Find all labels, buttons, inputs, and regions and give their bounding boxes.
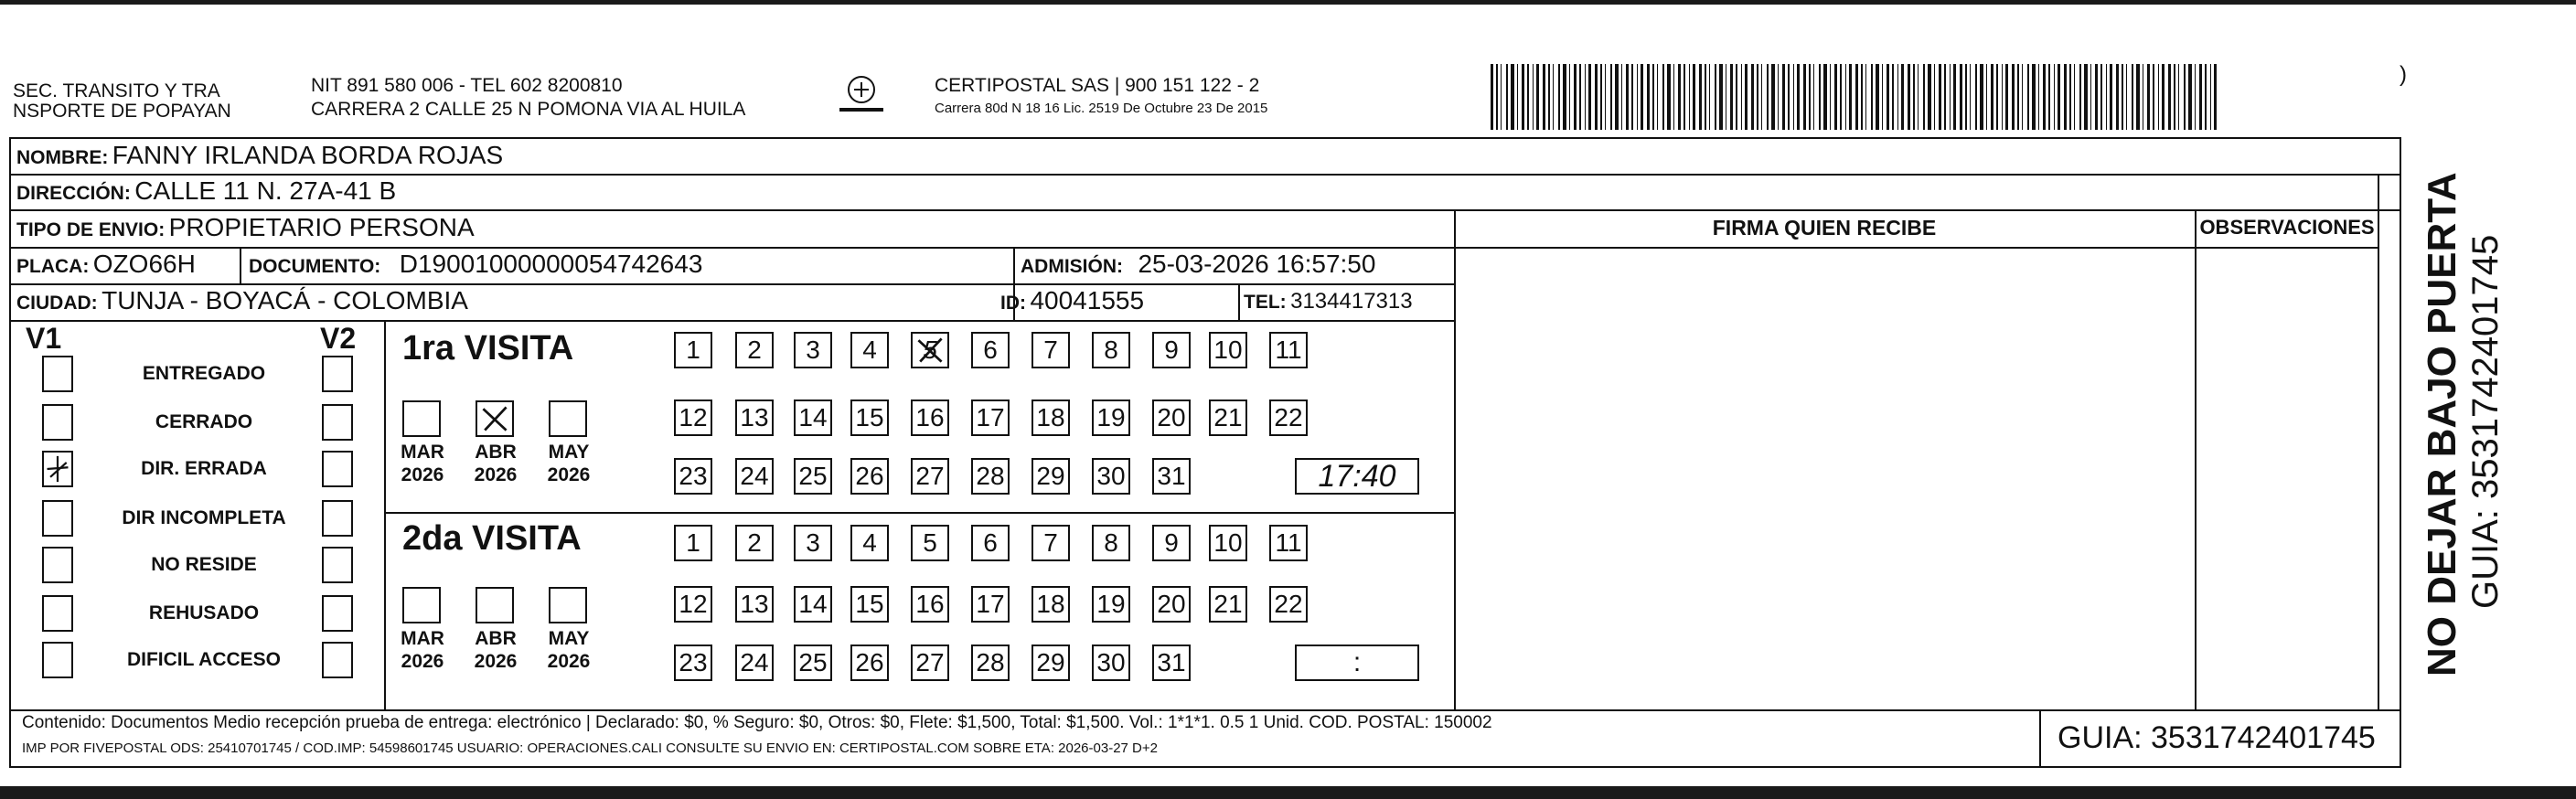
- month-checkbox[interactable]: [476, 400, 514, 437]
- day-box[interactable]: 27: [911, 458, 949, 495]
- month-label: MAR 2026: [401, 628, 444, 672]
- ciudad-row: [16, 286, 468, 315]
- placa-label: PLACA:: [16, 256, 90, 277]
- day-box[interactable]: 8: [1092, 525, 1130, 561]
- rule: [9, 283, 1454, 285]
- day-box[interactable]: 25: [794, 458, 832, 495]
- status-reason: DIR INCOMPLETA: [122, 507, 286, 528]
- month-checkbox[interactable]: [476, 587, 514, 623]
- v1-checkbox[interactable]: [42, 547, 73, 583]
- day-box[interactable]: 17: [971, 400, 1010, 436]
- id-label: ID:: [1000, 293, 1026, 314]
- day-box[interactable]: 29: [1031, 458, 1070, 495]
- rule: [2039, 709, 2041, 768]
- month-label: ABR 2026: [474, 628, 518, 672]
- direccion-value: CALLE 11 N. 27A-41 B: [134, 176, 397, 205]
- side-notice: NO DEJAR BAJO PUERTA: [2420, 172, 2464, 676]
- day-box[interactable]: 23: [674, 645, 712, 681]
- day-box[interactable]: 18: [1031, 400, 1070, 436]
- tipo-row: [16, 213, 475, 242]
- admision-value: 25-03-2026 16:57:50: [1138, 250, 1376, 278]
- day-box[interactable]: 30: [1092, 645, 1130, 681]
- v2-header: V2: [320, 322, 357, 355]
- day-box[interactable]: 20: [1152, 400, 1191, 436]
- rule: [9, 320, 1454, 322]
- day-box[interactable]: 26: [850, 458, 889, 495]
- day-box[interactable]: 4: [850, 525, 889, 561]
- v2-checkbox[interactable]: [322, 404, 353, 441]
- documento-row: [249, 250, 702, 279]
- day-box[interactable]: 15: [850, 586, 889, 623]
- day-box[interactable]: 23: [674, 458, 712, 495]
- month-label: MAY 2026: [547, 442, 591, 485]
- day-box[interactable]: 26: [850, 645, 889, 681]
- direccion-label: DIRECCIÓN:: [16, 183, 131, 204]
- side-guia: GUIA: 3531742401745: [2465, 234, 2506, 609]
- day-box[interactable]: 9: [1152, 332, 1191, 368]
- courier-logo-icon: [834, 73, 889, 119]
- day-box[interactable]: 13: [735, 400, 774, 436]
- documento-label: DOCUMENTO:: [249, 256, 381, 277]
- day-box[interactable]: 1: [674, 332, 712, 368]
- ciudad-label: CIUDAD:: [16, 293, 98, 314]
- day-box[interactable]: 16: [911, 586, 949, 623]
- direccion-row: [16, 176, 396, 206]
- nit-line: NIT 891 580 006 - TEL 602 8200810: [311, 75, 623, 96]
- day-box[interactable]: 19: [1092, 400, 1130, 436]
- day-box[interactable]: 10: [1209, 332, 1247, 368]
- rule: [9, 174, 2401, 176]
- visit-time-box[interactable]: 17:40: [1295, 458, 1419, 495]
- footer-guia: GUIA: 3531742401745: [2058, 720, 2376, 755]
- day-box[interactable]: 25: [794, 645, 832, 681]
- barcode: [1491, 64, 2222, 130]
- month-checkbox[interactable]: [402, 400, 441, 437]
- nombre-label: NOMBRE:: [16, 147, 109, 168]
- visit-time-box[interactable]: :: [1295, 645, 1419, 681]
- footer-print-line: IMP POR FIVEPOSTAL ODS: 25410701745 / COD.IMP: 54598601745 USUARIO: OPERACIONES.CALI CONSULTE SU ENVIO EN: CERTIPOSTAL.COM SOBRE ETA: 2026-03-27 D+2: [22, 740, 1158, 756]
- tel-row: [1244, 289, 1413, 314]
- day-box[interactable]: 22: [1269, 400, 1308, 436]
- status-reason: CERRADO: [155, 411, 253, 432]
- day-box[interactable]: 22: [1269, 586, 1308, 623]
- day-box[interactable]: 9: [1152, 525, 1191, 561]
- ciudad-value: TUNJA - BOYACÁ - COLOMBIA: [102, 286, 468, 314]
- day-box[interactable]: 14: [794, 400, 832, 436]
- day-box[interactable]: 31: [1152, 458, 1191, 495]
- firma-header: FIRMA QUIEN RECIBE: [1712, 216, 1937, 240]
- day-box[interactable]: 16: [911, 400, 949, 436]
- nombre-row: [16, 141, 503, 170]
- v1-header: V1: [26, 322, 62, 355]
- v1-checkbox[interactable]: [42, 500, 73, 537]
- admision-label: ADMISIÓN:: [1021, 256, 1123, 277]
- day-box[interactable]: 21: [1209, 586, 1247, 623]
- v2-checkbox[interactable]: [322, 356, 353, 392]
- day-box[interactable]: 17: [971, 586, 1010, 623]
- month-label: ABR 2026: [474, 442, 518, 485]
- day-box[interactable]: 18: [1031, 586, 1070, 623]
- address-line: CARRERA 2 CALLE 25 N POMONA VIA AL HUILA: [311, 99, 746, 120]
- rule: [9, 209, 2401, 211]
- status-reason: REHUSADO: [148, 602, 260, 623]
- month-checkbox[interactable]: [549, 400, 587, 437]
- v1-checkbox[interactable]: [42, 356, 73, 392]
- status-reason: DIR. ERRADA: [141, 458, 267, 479]
- day-box[interactable]: 21: [1209, 400, 1247, 436]
- month-checkbox[interactable]: [549, 587, 587, 623]
- day-box[interactable]: 11: [1269, 332, 1308, 368]
- footer-content-line: Contenido: Documentos Medio recepción prueba de entrega: electrónico | Declarado: $0, % Seguro: $0, Otros: $0, Flete: $1,500, Total: $1,500. Vol.: 1*1*1. 0.5 1 Unid. COD. POSTAL: 150002: [22, 713, 1492, 732]
- v2-checkbox[interactable]: [322, 547, 353, 583]
- day-box[interactable]: 28: [971, 458, 1010, 495]
- day-box[interactable]: 7: [1031, 525, 1070, 561]
- day-box[interactable]: 5: [911, 332, 949, 368]
- second-visit-title: 2da VISITA: [402, 519, 582, 558]
- nombre-value: FANNY IRLANDA BORDA ROJAS: [112, 141, 504, 169]
- day-box[interactable]: 30: [1092, 458, 1130, 495]
- v1-checkbox[interactable]: [42, 404, 73, 441]
- id-value: 40041555: [1030, 286, 1145, 314]
- rule: [2195, 209, 2197, 709]
- month-checkbox[interactable]: [402, 587, 441, 623]
- day-box[interactable]: 3: [794, 525, 832, 561]
- day-box[interactable]: 31: [1152, 645, 1191, 681]
- month-label: MAY 2026: [547, 628, 591, 672]
- observaciones-header: OBSERVACIONES: [2199, 216, 2375, 239]
- day-box[interactable]: 19: [1092, 586, 1130, 623]
- day-box[interactable]: 24: [735, 458, 774, 495]
- courier-name: CERTIPOSTAL SAS | 900 151 122 - 2: [935, 75, 1260, 96]
- day-box[interactable]: 8: [1092, 332, 1130, 368]
- v2-checkbox[interactable]: [322, 595, 353, 632]
- status-reason: NO RESIDE: [151, 554, 257, 575]
- documento-value: D19001000000054742643: [399, 250, 703, 278]
- day-box[interactable]: 12: [674, 400, 712, 436]
- v2-checkbox[interactable]: [322, 642, 353, 678]
- day-box[interactable]: 15: [850, 400, 889, 436]
- day-box[interactable]: 11: [1269, 525, 1308, 561]
- day-box[interactable]: 28: [971, 645, 1010, 681]
- day-box[interactable]: 14: [794, 586, 832, 623]
- day-box[interactable]: 2: [735, 525, 774, 561]
- rule: [1454, 209, 1456, 709]
- issuer-line-2: NSPORTE DE POPAYAN: [13, 101, 231, 122]
- admision-row: [1021, 250, 1375, 279]
- placa-value: OZO66H: [92, 250, 196, 278]
- v1-checkbox[interactable]: [42, 595, 73, 632]
- day-box[interactable]: 12: [674, 586, 712, 623]
- v2-checkbox[interactable]: [322, 451, 353, 487]
- id-row: [1000, 286, 1144, 315]
- day-box[interactable]: 7: [1031, 332, 1070, 368]
- tel-value: 3134417313: [1290, 289, 1413, 314]
- tipo-label: TIPO DE ENVIO:: [16, 219, 166, 240]
- status-reason: ENTREGADO: [142, 363, 266, 384]
- rule: [384, 512, 1454, 514]
- rule: [9, 709, 2401, 711]
- day-box[interactable]: 29: [1031, 645, 1070, 681]
- courier-license: Carrera 80d N 18 16 Lic. 2519 De Octubre 23 De 2015: [935, 101, 1268, 116]
- v1-checkbox[interactable]: [42, 451, 73, 487]
- v1-checkbox[interactable]: [42, 642, 73, 678]
- first-visit-title: 1ra VISITA: [402, 329, 574, 368]
- day-box[interactable]: 6: [971, 525, 1010, 561]
- day-box[interactable]: 20: [1152, 586, 1191, 623]
- day-box[interactable]: 2: [735, 332, 774, 368]
- issuer-line-1: SEC. TRANSITO Y TRA: [13, 80, 220, 101]
- rule: [9, 247, 2378, 249]
- day-box[interactable]: 24: [735, 645, 774, 681]
- rule: [240, 247, 241, 283]
- status-reason: DIFICIL ACCESO: [126, 649, 281, 670]
- scan-bottom-edge: [0, 786, 2576, 799]
- month-label: MAR 2026: [401, 442, 444, 485]
- rule: [1238, 283, 1240, 320]
- scan-top-edge: [0, 0, 2576, 5]
- tel-label: TEL:: [1244, 292, 1287, 313]
- day-box[interactable]: 3: [794, 332, 832, 368]
- day-box[interactable]: 6: [971, 332, 1010, 368]
- tipo-value: PROPIETARIO PERSONA: [168, 213, 475, 241]
- day-box[interactable]: 4: [850, 332, 889, 368]
- placa-row: [16, 250, 196, 279]
- rule: [2378, 174, 2379, 709]
- rule: [384, 320, 386, 709]
- day-box[interactable]: 1: [674, 525, 712, 561]
- v2-checkbox[interactable]: [322, 500, 353, 537]
- day-box[interactable]: 27: [911, 645, 949, 681]
- day-box[interactable]: 13: [735, 586, 774, 623]
- day-box[interactable]: 10: [1209, 525, 1247, 561]
- scan-mark: ): [2400, 62, 2407, 87]
- day-box[interactable]: 5: [911, 525, 949, 561]
